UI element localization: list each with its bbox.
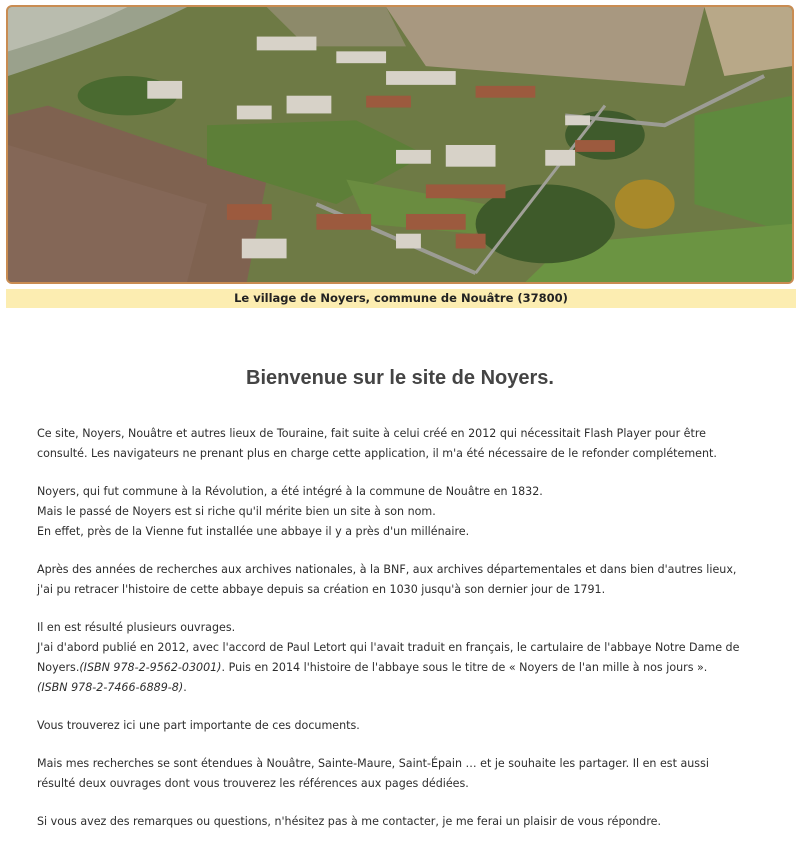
hero-caption: Le village de Noyers, commune de Nouâtre (37800) [6,289,796,308]
text-line: Si vous avez des remarques ou questions, n'hésitez pas à me contacter, je me ferai un plaisir de vous répondre. [37,815,662,828]
text-line: Il en est résulté plusieurs ouvrages. [37,621,236,634]
paragraph-history [37,482,772,542]
text-line [37,658,772,678]
paragraph-research [37,560,772,600]
main-content [37,424,772,850]
text-line: résulté deux ouvrages dont vous trouverez les références aux pages dédiées. [37,777,469,790]
hero-image [6,5,794,284]
text-line: Noyers, qui fut commune à la Révolution, a été intégré à la commune de Nouâtre en 1832. [37,485,543,498]
text-line [37,678,772,698]
text-fragment: Noyers. [37,661,80,674]
page-title: Bienvenue sur le site de Noyers. [246,367,554,390]
paragraph-documents [37,716,772,736]
text-line: J'ai d'abord publié en 2012, avec l'accord de Paul Letort qui l'avait traduit en français, le cartulaire de l'abbaye Notre Dame de [37,641,740,654]
text-line: En effet, près de la Vienne fut installée une abbaye il y a près d'un millénaire. [37,525,470,538]
paragraph-publications [37,618,772,698]
isbn-reference: (ISBN 978-2-7466-6889-8) [37,681,184,694]
text-line: consulté. Les navigateurs ne prenant plus en charge cette application, il m'a été nécessaire de le refonder complétement. [37,447,717,460]
paragraph-intro [37,424,772,464]
text-line: Ce site, Noyers, Nouâtre et autres lieux de Touraine, fait suite à celui créé en 2012 qui nécessitait Flash Player pour être [37,427,706,440]
text-line: Après des années de recherches aux archives nationales, à la BNF, aux archives départementales et dans bien d'autres lieux, [37,563,737,576]
text-line: Mais mes recherches se sont étendues à Nouâtre, Sainte-Maure, Saint-Épain … et je souhaite les partager. Il en est aussi [37,757,709,770]
village-aerial-photo [8,7,792,282]
text-line: Vous trouverez ici une part importante de ces documents. [37,719,360,732]
isbn-reference: (ISBN 978-2-9562-03001) [79,661,222,674]
text-line: Mais le passé de Noyers est si riche qu'il mérite bien un site à son nom. [37,505,436,518]
paragraph-contact [37,812,772,832]
text-fragment: . Puis en 2014 l'histoire de l'abbaye sous le titre de « Noyers de l'an mille à nos jours ». [221,661,708,674]
text-line: j'ai pu retracer l'histoire de cette abbaye depuis sa création en 1030 jusqu'à son dernier jour de 1791. [37,583,606,596]
paragraph-extended-research [37,754,772,794]
text-fragment: . [183,681,187,694]
